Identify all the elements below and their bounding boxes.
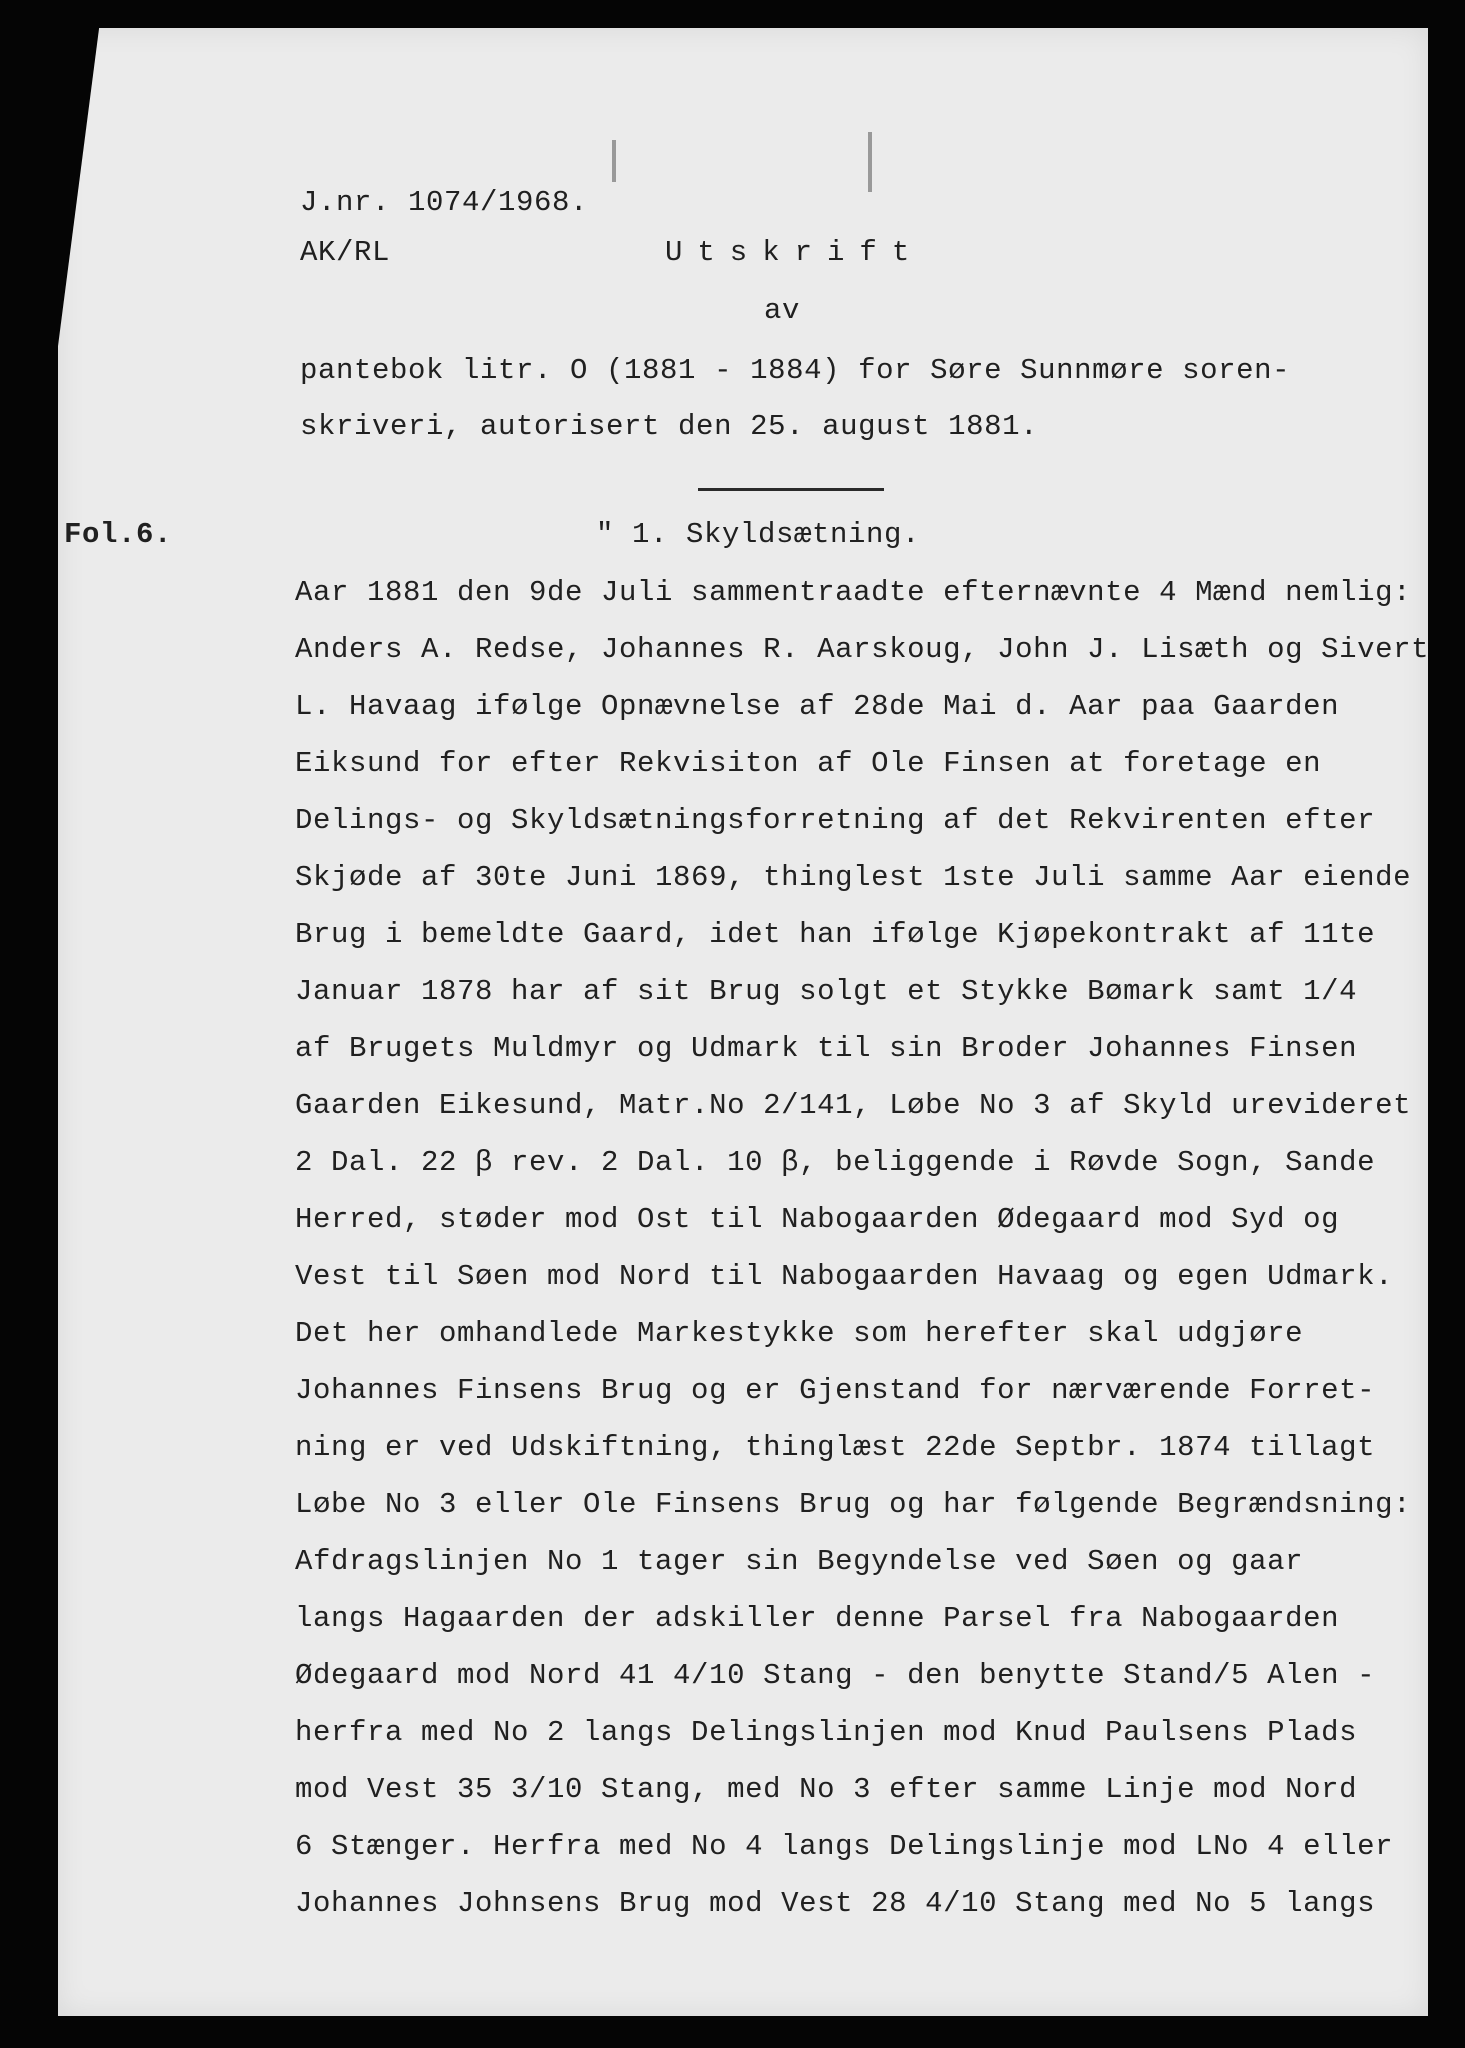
text-line: 2 Dal. 22 β rev. 2 Dal. 10 β, beliggende i Røvde Sogn, Sande <box>295 1146 1376 1179</box>
initials: AK/RL <box>300 236 391 269</box>
text-line: Afdragslinjen No 1 tager sin Begyndelse ved Søen og gaar <box>295 1545 1304 1578</box>
text-line: Vest til Søen mod Nord til Nabogaarden Havaag og egen Udmark. <box>295 1260 1394 1293</box>
separator-rule <box>698 488 884 491</box>
text-line: Det her omhandlede Markestykke som herefter skal udgjøre <box>295 1317 1304 1350</box>
text-line: Gaarden Eikesund, Matr.No 2/141, Løbe No 3 af Skyld urevideret <box>295 1089 1412 1122</box>
text-line: Brug i bemeldte Gaard, idet han ifølge Kjøpekontrakt af 11te <box>295 918 1376 951</box>
text-line: Johannes Johnsens Brug mod Vest 28 4/10 Stang med No 5 langs <box>295 1887 1376 1920</box>
text-line: L. Havaag ifølge Opnævnelse af 28de Mai d. Aar paa Gaarden <box>295 690 1340 723</box>
scan-smudge <box>612 140 616 182</box>
text-line: Aar 1881 den 9de Juli sammentraadte efternævnte 4 Mænd nemlig: <box>295 576 1412 609</box>
text-line: Eiksund for efter Rekvisiton af Ole Finsen at foretage en <box>295 747 1322 780</box>
section-heading: " 1. Skyldsætning. <box>596 518 921 551</box>
document-subtitle: av <box>764 294 801 327</box>
text-line: Herred, støder mod Ost til Nabogaarden Ødegaard mod Syd og <box>295 1203 1340 1236</box>
document-title: Utskrift <box>665 236 925 269</box>
text-line: Januar 1878 har af sit Brug solgt et Stykke Bømark samt 1/4 <box>295 975 1358 1008</box>
text-line: Løbe No 3 eller Ole Finsens Brug og har følgende Begrændsning: <box>295 1488 1412 1521</box>
scan-smudge <box>868 132 872 192</box>
text-line: 6 Stænger. Herfra med No 4 langs Delingslinje mod LNo 4 eller <box>295 1830 1394 1863</box>
intro-line: pantebok litr. O (1881 - 1884) for Søre Sunnmøre soren- <box>300 354 1291 387</box>
text-line: Johannes Finsens Brug og er Gjenstand for nærværende Forret- <box>295 1374 1376 1407</box>
journal-number: J.nr. 1074/1968. <box>300 186 589 219</box>
text-line: Anders A. Redse, Johannes R. Aarskoug, John J. Lisæth og Sivert <box>295 633 1430 666</box>
text-line: herfra med No 2 langs Delingslinjen mod Knud Paulsens Plads <box>295 1716 1358 1749</box>
text-line: Delings- og Skyldsætningsforretning af det Rekvirenten efter <box>295 804 1376 837</box>
text-line: ning er ved Udskiftning, thinglæst 22de Septbr. 1874 tillagt <box>295 1431 1376 1464</box>
intro-line: skriveri, autorisert den 25. august 1881. <box>300 410 1039 443</box>
text-line: Ødegaard mod Nord 41 4/10 Stang - den benytte Stand/5 Alen - <box>295 1659 1376 1692</box>
text-line: af Brugets Muldmyr og Udmark til sin Broder Johannes Finsen <box>295 1032 1358 1065</box>
folio-label: Fol.6. <box>64 518 173 551</box>
text-line: mod Vest 35 3/10 Stang, med No 3 efter samme Linje mod Nord <box>295 1773 1358 1806</box>
text-line: Skjøde af 30te Juni 1869, thinglest 1ste Juli samme Aar eiende <box>295 861 1412 894</box>
text-line: langs Hagaarden der adskiller denne Parsel fra Nabogaarden <box>295 1602 1340 1635</box>
